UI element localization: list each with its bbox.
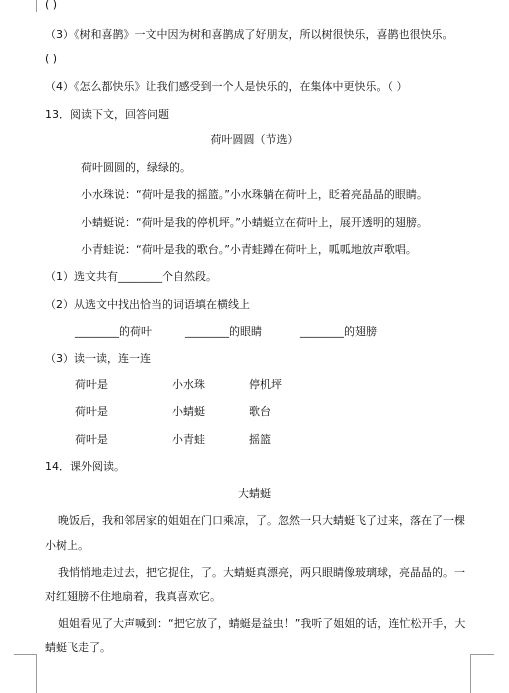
reading-line-3b: 蜻蜓飞走了。 bbox=[45, 641, 111, 654]
fill-blank-1: ________的荷叶 bbox=[75, 325, 152, 338]
match-row-2-col-1: 荷叶是 bbox=[75, 405, 108, 418]
crop-mark-top-left-v bbox=[36, 0, 37, 12]
passage-paragraph-3: 小蜻蜓说：“荷叶是我的停机坪。”小蜻蜓立在荷叶上，展开透明的翅膀。 bbox=[81, 216, 428, 229]
q13-sub-1: （1）选文共有________个自然段。 bbox=[45, 270, 217, 283]
match-row-3-col-1: 荷叶是 bbox=[75, 433, 108, 446]
reading-line-1b: 小树上。 bbox=[45, 539, 89, 552]
passage-paragraph-2: 小水珠说：“荷叶是我的摇篮。”小水珠躺在荷叶上，眨着亮晶晶的眼睛。 bbox=[81, 188, 428, 201]
reading-line-2a: 我悄悄地走过去，把它捉住，了。大蜻蜓真漂亮，两只眼睛像玻璃球，亮晶晶的。一 bbox=[58, 566, 465, 579]
passage-title: 荷叶圆圆（节选） bbox=[210, 133, 299, 146]
match-row-3-col-2: 小青蛙 bbox=[172, 433, 205, 446]
match-row-2-col-3: 歌台 bbox=[249, 405, 271, 418]
q12-item-4: （4）《怎么都快乐》让我们感受到一个人是快乐的，在集体中更快乐。（ ） bbox=[45, 80, 408, 93]
passage2-title: 大蜻蜓 bbox=[238, 487, 271, 500]
q12-item-3: （3）《树和喜鹊》一文中因为树和喜鹊成了好朋友，所以树很快乐，喜鹊也很快乐。 bbox=[45, 28, 454, 41]
match-row-1-col-1: 荷叶是 bbox=[75, 378, 108, 391]
crop-mark-bottom-left-h bbox=[14, 654, 37, 655]
passage-paragraph-1: 荷叶圆圆的，绿绿的。 bbox=[81, 161, 191, 174]
q12-item-3-paren: ( ) bbox=[45, 52, 58, 65]
match-row-3-col-3: 摇篮 bbox=[249, 433, 271, 446]
crop-mark-bottom-right-v bbox=[470, 654, 471, 693]
q13-title: 13．阅读下文，回答问题 bbox=[45, 108, 169, 121]
q14-title: 14．课外阅读。 bbox=[45, 460, 125, 473]
crop-mark-bottom-left-v bbox=[36, 654, 37, 693]
crop-mark-bottom-right-h bbox=[470, 654, 494, 655]
reading-line-3a: 姐姐看见了大声喊到：“把它放了，蜻蜓是益虫！”我听了姐姐的话，连忙松开手，大 bbox=[58, 617, 466, 630]
match-row-1-col-3: 停机坪 bbox=[249, 378, 282, 391]
fill-blank-2: ________的眼睛 bbox=[185, 325, 262, 338]
match-row-2-col-2: 小蜻蜓 bbox=[172, 405, 205, 418]
passage-paragraph-4: 小青蛙说：“荷叶是我的歌台。”小青蛙蹲在荷叶上，呱呱地放声歌唱。 bbox=[81, 243, 417, 256]
fill-blank-3: ________的翅膀 bbox=[300, 325, 377, 338]
reading-line-1a: 晚饭后，我和邻居家的姐姐在门口乘凉，了。忽然一只大蜻蜓飞了过来，落在了一棵 bbox=[58, 514, 465, 527]
reading-line-2b: 对红翅膀不住地扇着，我真喜欢它。 bbox=[45, 590, 221, 603]
q12-paren-top: ( ) bbox=[45, 0, 58, 11]
match-row-1-col-2: 小水珠 bbox=[172, 378, 205, 391]
q13-sub-3: （3）读一读，连一连 bbox=[45, 352, 151, 365]
q13-sub-2: （2）从选文中找出恰当的词语填在横线上 bbox=[45, 298, 250, 311]
